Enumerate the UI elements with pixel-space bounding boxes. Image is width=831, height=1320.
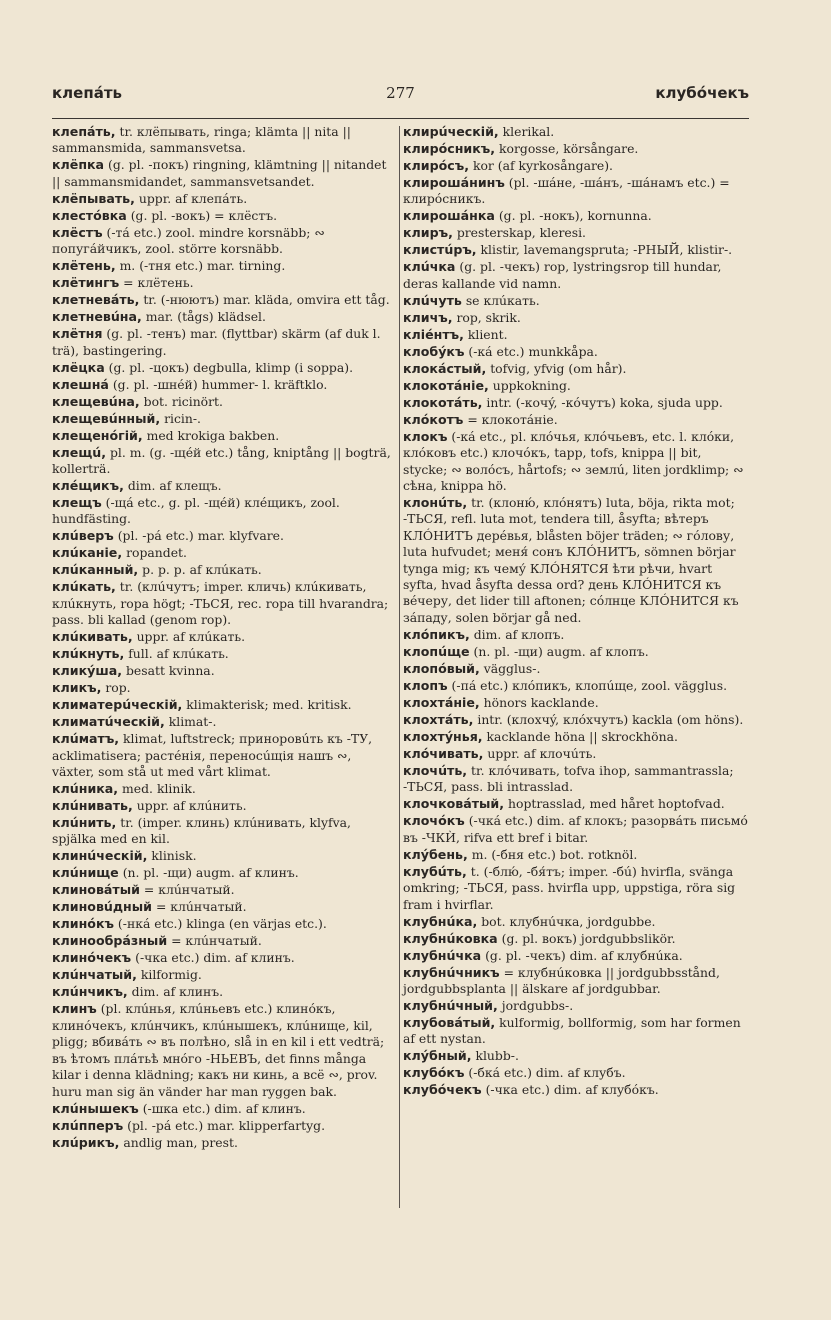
entry-definition: korgosse, körsångare. xyxy=(499,141,639,156)
entry-headword: кликъ, xyxy=(52,680,102,696)
entry-definition: (g. pl. -чекъ) rop, lystringsrop till hundar, deras kallande vid namn. xyxy=(403,259,722,291)
dictionary-entry xyxy=(403,813,749,846)
entry-headword: клирóсъ, xyxy=(403,158,469,173)
entry-headword: клóчивать, xyxy=(403,745,484,761)
dictionary-entry xyxy=(52,495,392,528)
entry-definition: klinisk. xyxy=(151,848,197,864)
entry-definition: (n. pl. -щи) augm. af клопъ. xyxy=(473,643,649,659)
entry-definition: ricin-. xyxy=(164,410,201,426)
entry-headword: клохтáть, xyxy=(403,711,474,727)
dictionary-entry xyxy=(52,697,392,713)
entry-definition: tr. (клúчутъ; imper. кличь) клúкивать, клúкнуть, ropa högt; -ТЬСЯ, rec. ropa till hvarandra; pass. bli kallad (genom rop). xyxy=(52,579,389,628)
entry-headword: клúканный, xyxy=(52,562,139,578)
dictionary-entry xyxy=(52,191,392,207)
dictionary-entry xyxy=(403,378,749,394)
dictionary-entry xyxy=(52,326,392,359)
entry-definition: pl. m. (g. -щéй etc.) tång, kniptång || bogträ, kollerträ. xyxy=(52,444,391,477)
header-rule xyxy=(52,118,749,119)
entry-headword: клобýкъ xyxy=(403,343,465,359)
dictionary-entry xyxy=(52,411,392,427)
left-column xyxy=(52,124,392,1152)
entry-definition: (g. pl. -вокъ) = клёстъ. xyxy=(130,207,278,223)
entry-headword: клúчка xyxy=(403,259,456,275)
entry-definition: klistir, lavemangspruta; -РНЫЙ, klistir-. xyxy=(480,242,733,258)
dictionary-entry xyxy=(52,714,392,730)
dictionary-entry xyxy=(403,395,749,411)
dictionary-entry xyxy=(52,275,392,291)
entry-headword: клепáть, xyxy=(52,124,116,139)
entry-headword: клокъ xyxy=(403,428,448,444)
dictionary-entry xyxy=(403,361,749,377)
dictionary-entry xyxy=(403,746,749,762)
dictionary-entry xyxy=(403,644,749,660)
entry-headword: клохтáніе, xyxy=(403,694,480,710)
entry-headword: кликýша, xyxy=(52,663,123,679)
dictionary-entry xyxy=(52,309,392,325)
entry-definition: p. p. p. af клúкать. xyxy=(142,562,262,578)
dictionary-entry xyxy=(403,948,749,964)
entry-headword: клóпикъ, xyxy=(403,626,470,642)
entry-definition: intr. (-кочý, -кóчутъ) koka, sjuda upp. xyxy=(486,394,723,410)
dictionary-entry xyxy=(403,412,749,428)
header-last-headword: клубóчекъ xyxy=(655,84,749,102)
entry-headword: клистúръ, xyxy=(403,242,477,258)
entry-definition: uppr. af клúнить. xyxy=(136,798,247,814)
entry-definition: kor (af kyrkosångare). xyxy=(472,158,613,173)
entry-definition: hönors kacklande. xyxy=(483,694,599,710)
dictionary-entry xyxy=(403,429,749,495)
dictionary-entry xyxy=(403,1065,749,1081)
dictionary-entry xyxy=(403,344,749,360)
dictionary-entry xyxy=(403,763,749,796)
page-number: 277 xyxy=(386,84,415,102)
entry-definition: m. (-бня etc.) bot. rotknöl. xyxy=(471,846,638,862)
dictionary-entry xyxy=(52,377,392,393)
entry-definition: = клúнчатый. xyxy=(171,933,262,949)
entry-headword: клúпперъ xyxy=(52,1117,124,1133)
entry-headword: клúкнуть, xyxy=(52,646,125,662)
dictionary-entry xyxy=(403,998,749,1014)
entry-definition: klerikal. xyxy=(502,124,555,139)
entry-definition: klimat-. xyxy=(168,714,217,730)
entry-definition: (pl. -рá etc.) mar. klyfvare. xyxy=(117,528,284,544)
entry-headword: клинообрáзный xyxy=(52,933,168,949)
page-header xyxy=(52,84,749,106)
entry-definition: kilformig. xyxy=(140,967,202,983)
dictionary-entry xyxy=(403,931,749,947)
right-column xyxy=(403,124,749,1099)
entry-headword: клúнище xyxy=(52,865,119,881)
entry-definition: (g. pl. -покъ) ringning, klämtning || nitandet || sammansmidandet, sammansvetsandet. xyxy=(52,157,387,189)
dictionary-entry xyxy=(403,208,749,224)
entry-definition: med. klinik. xyxy=(122,781,196,797)
dictionary-entry xyxy=(403,327,749,343)
entry-definition: (-кá etc., pl. клóчья, клóчьевъ, etc. l. клóки, клóковъ etc.) клочóкъ, tapp, tofs, knippa || bit, stycke; ∾ волóсъ, hårtofs; ∾ землú, liten jordklimp; ∾ сѣна, knippa hö. xyxy=(403,428,744,494)
dictionary-entry xyxy=(52,798,392,814)
entry-headword: клочковáтый, xyxy=(403,796,505,812)
dictionary-entry xyxy=(52,545,392,561)
entry-definition: = клúнчатый. xyxy=(143,882,235,898)
entry-headword: клýбень, xyxy=(403,846,468,862)
entry-headword: клопúще xyxy=(403,643,470,659)
entry-definition: (-чка etc.) dim. af клинъ. xyxy=(135,950,295,966)
dictionary-entry xyxy=(52,478,392,494)
dictionary-entry xyxy=(403,225,749,241)
entry-headword: клирошáнка xyxy=(403,208,495,224)
entry-headword: клубóчекъ xyxy=(403,1082,482,1098)
dictionary-entry xyxy=(403,175,749,208)
entry-headword: клубнúка, xyxy=(403,913,478,929)
entry-headword: клúкивать, xyxy=(52,629,133,645)
dictionary-entry xyxy=(52,528,392,544)
entry-definition: (-чкá etc.) dim. af клокъ; разорвáть письмó въ -ЧКЍ, rifva ett bref i bitar. xyxy=(403,813,748,845)
entry-headword: клокáстый, xyxy=(403,360,487,376)
entry-definition: m. (-тня etc.) mar. tirning. xyxy=(119,258,286,274)
entry-definition: jordgubbs-. xyxy=(501,997,574,1013)
entry-headword: клúматъ, xyxy=(52,731,120,747)
entry-definition: (g. pl. -тенъ) mar. (flyttbar) skärm (af duk l. trä), bastingering. xyxy=(52,326,381,358)
entry-definition: se клúкать. xyxy=(465,292,540,308)
dictionary-entry xyxy=(403,695,749,711)
entry-definition: = клокотáніе. xyxy=(467,411,558,427)
dictionary-entry xyxy=(403,495,749,626)
entry-definition: klubb-. xyxy=(475,1048,519,1064)
header-first-headword: клепáть xyxy=(52,84,123,102)
dictionary-entry xyxy=(52,1001,392,1099)
entry-headword: клокотáніе, xyxy=(403,377,489,393)
dictionary-entry xyxy=(52,360,392,376)
entry-definition: (-бкá etc.) dim. af клубъ. xyxy=(468,1065,626,1081)
entry-headword: клохтýнья, xyxy=(403,728,483,744)
entry-definition: tr. клёпывать, ringa; klämta || nita || sammansmida, sammansvetsa. xyxy=(52,124,351,156)
entry-headword: клинóчекъ xyxy=(52,950,132,966)
entry-definition: (-чка etc.) dim. af клубóкъ. xyxy=(485,1082,659,1098)
dictionary-entry xyxy=(403,796,749,812)
entry-definition: (g. pl. -шнéй) hummer- l. kräftklo. xyxy=(112,376,328,392)
entry-headword: клубовáтый, xyxy=(403,1014,496,1030)
entry-definition: dim. af клопъ. xyxy=(473,626,565,642)
dictionary-entry xyxy=(52,428,392,444)
dictionary-entry xyxy=(52,1118,392,1134)
entry-headword: клúкать, xyxy=(52,579,116,595)
entry-definition: (pl. -рá etc.) mar. klipperfartyg. xyxy=(127,1117,326,1133)
dictionary-entry xyxy=(403,864,749,913)
entry-headword: клещенóгій, xyxy=(52,427,143,443)
entry-headword: клетневúна, xyxy=(52,309,142,325)
entry-headword: клестóвка xyxy=(52,207,127,223)
dictionary-entry xyxy=(52,882,392,898)
dictionary-entry xyxy=(52,394,392,410)
entry-headword: клýбный, xyxy=(403,1048,472,1064)
entry-headword: клóкотъ xyxy=(403,411,464,427)
dictionary-entry xyxy=(52,865,392,881)
entry-headword: клётня xyxy=(52,326,103,342)
entry-definition: (pl. -шáне, -шáнъ, -шáнамъ etc.) = клирóсникъ. xyxy=(403,175,730,207)
entry-headword: клочóкъ xyxy=(403,813,465,829)
entry-headword: клинóкъ xyxy=(52,916,114,932)
entry-definition: dim. af клещъ. xyxy=(127,478,222,494)
entry-definition: uppr. af клепáть. xyxy=(138,190,248,206)
dictionary-entry xyxy=(52,967,392,983)
entry-definition: tofvig, yfvig (om hår). xyxy=(490,360,627,376)
entry-headword: клиновáтый xyxy=(52,882,140,898)
dictionary-entry xyxy=(403,627,749,643)
entry-definition: tr. (imper. клинь) клúнивать, klyfva, spjälka med en kil. xyxy=(52,815,351,847)
entry-definition: rop. xyxy=(105,680,131,696)
entry-headword: клубúть, xyxy=(403,863,467,879)
dictionary-entry xyxy=(403,661,749,677)
dictionary-entry xyxy=(403,293,749,309)
entry-definition: uppr. af клочúть. xyxy=(487,745,597,761)
entry-definition: rop, skrik. xyxy=(456,309,521,325)
dictionary-entry xyxy=(52,663,392,679)
entry-headword: клещевúна, xyxy=(52,393,140,409)
entry-definition: (-шка etc.) dim. af клинъ. xyxy=(142,1100,306,1116)
dictionary-entry xyxy=(403,310,749,326)
dictionary-entry xyxy=(403,847,749,863)
dictionary-entry xyxy=(52,781,392,797)
entry-definition: (g. pl. -нокъ), kornunna. xyxy=(498,208,652,224)
dictionary-entry xyxy=(52,1135,392,1151)
dictionary-entry xyxy=(52,292,392,308)
entry-headword: клубнúковка xyxy=(403,930,498,946)
entry-definition: (n. pl. -щи) augm. af клинъ. xyxy=(122,865,299,881)
column-divider xyxy=(399,126,400,1208)
entry-headword: клещú, xyxy=(52,444,106,460)
entry-headword: клонúть, xyxy=(403,495,468,511)
entry-headword: клопóвый, xyxy=(403,660,480,676)
entry-headword: клёстъ xyxy=(52,224,103,240)
entry-headword: клúнить, xyxy=(52,815,117,831)
entry-headword: клубнúчный, xyxy=(403,997,498,1013)
entry-definition: klimat, luftstreck; приноровúть къ -ТУ, acklimatisera; растéнія, переносúщія нашъ ∾, växter, som stå ut med vårt klimat. xyxy=(52,731,373,780)
entry-headword: клúнивать, xyxy=(52,798,133,814)
entry-headword: клúнчатый, xyxy=(52,967,137,983)
entry-definition: uppkokning. xyxy=(492,377,571,393)
entry-definition: tr. (клоню́, клóнятъ) luta, böja, rikta mot; -ТЬСЯ, refl. luta mot, tendera till, åsyfta; вѣтеръ КЛÓНИТЪ дерéвья, blåsten böjer träden; ∾ гóлову, luta hufvudet; меня́ сонъ КЛÓНИТЪ, sömnen börjar tynga mig; къ чему́ КЛÓНЯТСЯ ѣти рѣчи, hvart syfta, hvad åsyfta dessa ord? день КЛÓНИТСЯ къ вéчеру, det lider till aftonen; сóлнце КЛÓНИТСЯ къ зáпаду, solen börjar gå ned. xyxy=(403,495,739,625)
dictionary-entry xyxy=(52,1101,392,1117)
entry-headword: клиръ, xyxy=(403,225,453,241)
dictionary-entry xyxy=(52,680,392,696)
dictionary-entry xyxy=(52,916,392,932)
dictionary-entry xyxy=(52,124,392,157)
dictionary-entry xyxy=(52,646,392,662)
entry-headword: клубнúчникъ xyxy=(403,964,500,980)
entry-headword: клéщикъ, xyxy=(52,478,124,494)
dictionary-entry xyxy=(403,729,749,745)
entry-headword: клещевúнный, xyxy=(52,410,161,426)
entry-definition: med krokiga bakben. xyxy=(146,427,280,443)
entry-headword: клиновúдный xyxy=(52,899,152,915)
entry-definition: full. af клúкать. xyxy=(128,646,229,662)
entry-definition: presterskap, kleresi. xyxy=(456,225,586,241)
dictionary-entry xyxy=(52,731,392,780)
dictionary-entry xyxy=(403,712,749,728)
dictionary-entry xyxy=(403,158,749,174)
entry-headword: клúрикъ, xyxy=(52,1134,120,1150)
entry-definition: (-кá etc.) munkkåpa. xyxy=(468,343,598,359)
dictionary-entry xyxy=(403,678,749,694)
dictionary-entry xyxy=(52,225,392,258)
entry-definition: (g. pl. вокъ) jordgubbslikör. xyxy=(501,930,676,946)
entry-definition: vägglus-. xyxy=(483,660,541,676)
dictionary-entry xyxy=(403,1082,749,1098)
dictionary-entry xyxy=(52,950,392,966)
entry-definition: (-пá etc.) клóпикъ, клопúще, zool. vägglus. xyxy=(451,677,728,693)
entry-definition: (g. pl. -чекъ) dim. af клубнúка. xyxy=(485,947,683,963)
dictionary-entry xyxy=(403,259,749,292)
entry-definition: (pl. клúнья, клúньевъ etc.) клинóкъ, клинóчекъ, клúнчикъ, клúнышекъ, клúнище, kil, pligg; вбивáть ∾ въ полѣно, slå in en kil i ett vedträ; въ ѣтомъ плáтьѣ мнóго -НЬЕВЪ, det finns många kilar i denna klädning; какъ ни кинь, а всё ∾, prov. huru man sig än vänder har man ryggen bak. xyxy=(52,1001,385,1099)
entry-definition: (-тá etc.) zool. mindre korsnäbb; ∾ попугáйчикъ, zool. större korsnäbb. xyxy=(52,224,325,257)
entry-headword: климатерúческій, xyxy=(52,697,183,713)
dictionary-entry xyxy=(52,562,392,578)
entry-definition: = клубнúковка || jordgubbsstånd, jordgubbsplanta || älskare af jordgubbar. xyxy=(403,964,720,996)
entry-headword: клúверъ xyxy=(52,528,114,544)
entry-headword: клётень, xyxy=(52,258,116,274)
dictionary-entry xyxy=(403,1048,749,1064)
dictionary-entry xyxy=(52,848,392,864)
entry-headword: клещъ xyxy=(52,495,102,511)
entry-headword: клетневáть, xyxy=(52,292,140,308)
entry-headword: клирúческій, xyxy=(403,124,499,139)
dictionary-entry xyxy=(403,1015,749,1048)
entry-definition: t. (-блю́, -бя́тъ; imper. -бú) hvirfla, svänga omkring; -ТЬСЯ, pass. hvirfla upp, uppstiga, röra sig fram i hvirflar. xyxy=(403,863,736,912)
entry-definition: (g. pl. -цокъ) degbulla, klimp (i soppa). xyxy=(108,359,354,375)
entry-headword: клúчуть xyxy=(403,292,462,308)
entry-headword: клúканіе, xyxy=(52,545,123,561)
entry-definition: ropandet. xyxy=(126,545,187,561)
entry-headword: климатúческій, xyxy=(52,714,165,730)
entry-headword: клубнúчка xyxy=(403,947,482,963)
entry-definition: klimakterisk; med. kritisk. xyxy=(186,697,352,713)
dictionary-entry xyxy=(52,629,392,645)
entry-headword: кличъ, xyxy=(403,309,453,325)
dictionary-entry xyxy=(403,124,749,140)
entry-headword: клирóсникъ, xyxy=(403,141,496,156)
entry-definition: bot. клубнúчка, jordgubbe. xyxy=(481,913,656,929)
dictionary-entry xyxy=(403,965,749,998)
entry-definition: kacklande höna || skrockhöna. xyxy=(486,728,678,744)
entry-headword: клирошáнинъ xyxy=(403,175,505,190)
entry-headword: клёпка xyxy=(52,157,105,173)
dictionary-entry xyxy=(52,157,392,190)
dictionary-entry xyxy=(52,933,392,949)
entry-definition: = клётень. xyxy=(123,275,194,291)
entry-definition: (-щá etc., g. pl. -щéй) клéщикъ, zool. hundfästing. xyxy=(52,495,340,527)
dictionary-entry xyxy=(403,914,749,930)
entry-headword: кліéнтъ, xyxy=(403,326,464,342)
entry-definition: andlig man, prest. xyxy=(123,1134,238,1150)
entry-headword: клинъ xyxy=(52,1001,97,1017)
entry-definition: bot. ricinört. xyxy=(143,393,223,409)
entry-definition: tr. клóчивать, tofva ihop, sammantrassla; -ТЬСЯ, pass. bli intrasslad. xyxy=(403,762,734,795)
entry-definition: intr. (клохчý, клóхчутъ) kackla (om höns). xyxy=(477,711,744,727)
entry-headword: клúнышекъ xyxy=(52,1100,139,1116)
entry-definition: besatt kvinna. xyxy=(125,663,215,679)
entry-definition: dim. af клинъ. xyxy=(131,984,224,1000)
dictionary-entry xyxy=(52,815,392,848)
entry-headword: клёцка xyxy=(52,359,105,375)
entry-definition: klient. xyxy=(467,326,508,342)
dictionary-entry xyxy=(52,579,392,628)
entry-headword: клётингъ xyxy=(52,275,120,291)
entry-headword: клинúческій, xyxy=(52,848,148,864)
entry-headword: клёпывать, xyxy=(52,190,135,206)
entry-headword: клубóкъ xyxy=(403,1065,465,1081)
dictionary-entry xyxy=(52,208,392,224)
dictionary-entry xyxy=(52,445,392,478)
entry-definition: uppr. af клúкать. xyxy=(136,629,246,645)
dictionary-entry xyxy=(52,984,392,1000)
entry-definition: (-нкá etc.) klinga (en värjas etc.). xyxy=(117,916,327,932)
entry-headword: клúника, xyxy=(52,781,119,797)
dictionary-entry xyxy=(52,899,392,915)
entry-headword: клочúть, xyxy=(403,762,468,778)
entry-definition: hoptrasslad, med håret hoptofvad. xyxy=(508,796,725,812)
entry-headword: клокотáть, xyxy=(403,394,483,410)
dictionary-entry xyxy=(52,258,392,274)
entry-headword: клопъ xyxy=(403,677,448,693)
entry-definition: kulformig, bollformig, som har formen af ett nystan. xyxy=(403,1014,741,1047)
dictionary-entry xyxy=(403,242,749,258)
entry-definition: = клúнчатый. xyxy=(155,899,247,915)
entry-headword: клúнчикъ, xyxy=(52,984,128,1000)
entry-headword: клешнá xyxy=(52,376,109,392)
entry-definition: tr. (-нюютъ) mar. kläda, omvira ett tåg. xyxy=(143,292,390,308)
entry-definition: mar. (tågs) klädsel. xyxy=(145,309,266,325)
dictionary-entry xyxy=(403,141,749,157)
